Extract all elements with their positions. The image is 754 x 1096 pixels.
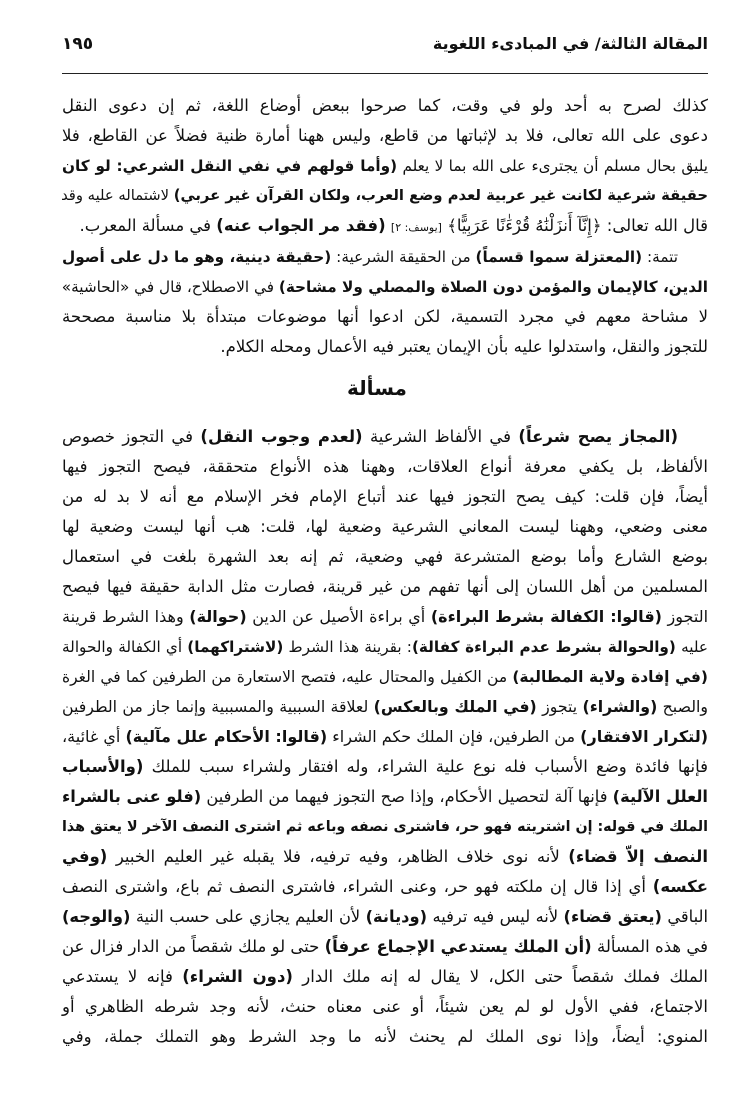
text-line [62, 272, 708, 302]
section-heading: مسألة [347, 376, 407, 400]
text-segment: أي براءة الأصيل عن الدين [246, 607, 431, 626]
text-segment: أي إذا قال إن ملكته فهو حر، وعنى الشراء، فاشترى النصف ثم باع، واشترى النصف [62, 877, 653, 896]
text-segment: المنوي: أيضاً، وإذا نوى الملك لم يحنث لأنه ما وجد الشرط وهو التملك جملة، وفي [62, 1027, 708, 1046]
text-segment: في مسألة المعرب. [79, 216, 217, 235]
text-segment: الاجتماع، ففي الأول لو لم يعن شيئاً، أو عنى معناه حنث، لأنه وجد شرطه الظاهري أو [62, 997, 708, 1016]
text-segment: من الحقيقة الشرعية: [331, 248, 476, 266]
text-line [62, 632, 708, 662]
text-line [62, 151, 708, 181]
text-segment: عليه [675, 638, 709, 656]
bold-text-segment: (حوالة) [189, 607, 247, 626]
text-segment: لا مشاحة معهم في مجرد التسمية، لكن ادعوا أنها موضوعات مبتدأة بلا مناسبة مصححة [62, 307, 708, 326]
running-header [62, 34, 708, 62]
bold-text-segment: (أن الملك يستدعي الإجماع عرفاً) [324, 937, 592, 956]
header-rule [62, 73, 708, 74]
bold-text-segment: النصف إلاّ قضاء) [568, 847, 708, 866]
text-segment: في هذه المسألة [591, 937, 708, 956]
citation-reference: [يوسف: ٢] [390, 221, 442, 234]
bold-text-segment: (قالوا: الكفالة بشرط البراءة) [430, 607, 662, 626]
text-segment: في التجوز خصوص [62, 427, 201, 446]
bold-text-segment: العلل الآلية) [612, 787, 708, 806]
text-segment: يليق بحال مسلم أن يجترىء على الله بما لا يعلم [397, 157, 708, 175]
bold-text-segment: (المعتزلة سموا قسماً) [475, 248, 643, 266]
bold-text-segment: (قالوا: الأحكام علل مآلية) [125, 727, 328, 746]
text-segment: معنى وضعي، وههنا ليست المعاني الشرعية وضعية لها، قلت: هب أنها ليست وضعية لها [62, 517, 708, 536]
bold-text-segment: (لتكرار الافتقار) [580, 727, 709, 746]
bold-text-segment: (المجاز يصح شرعاً) [518, 427, 679, 446]
text-line [62, 872, 708, 902]
bold-text-segment: (والحوالة بشرط عدم البراءة كفالة) [411, 638, 676, 656]
text-line [62, 121, 708, 151]
bold-text-segment: الملك في قوله: إن اشتريته فهو حر، فاشترى نصفه وباعه ثم اشترى النصف الآخر لا يعتق هذا [62, 819, 708, 835]
text-line [62, 842, 708, 872]
bold-text-segment: حقيقة شرعية لكانت غير عربية لعدم وضع العرب، ولكان القرآن غير عربي) [173, 187, 708, 204]
text-segment: كذلك لصرح به أحد ولو في وقت، كما صرحوا ببعض أوضاع اللغة، ثم إن دعوى النقل [62, 96, 708, 115]
text-line [62, 662, 708, 692]
bold-text-segment: (والشراء) [582, 697, 658, 716]
text-segment: وهذا الشرط قرينة [62, 607, 190, 626]
text-segment: فإنها آلة لتحصيل الأحكام، وإذا صح التجوز فيهما من الطرفين [201, 787, 613, 806]
text-line [62, 602, 708, 632]
bold-text-segment: (لعدم وجوب النقل) [200, 427, 363, 446]
text-segment: للتجوز والنقل، واستدلوا عليه بأن الإيمان يعتبر فيه الأعمال ومحله الكلام. [220, 337, 708, 356]
text-segment: لاشتماله عليه وقد [61, 187, 174, 204]
bold-text-segment: (يعتق قضاء) [563, 907, 662, 926]
text-line [62, 722, 708, 752]
text-segment: في الاصطلاح، قال في «الحاشية» [61, 278, 279, 296]
page-number: ١٩٥ [62, 34, 94, 54]
text-line [62, 812, 708, 842]
bold-text-segment: (والأسباب [62, 757, 144, 776]
text-segment: من الطرفين، فإن الملك حكم الشراء [327, 727, 581, 746]
text-line [62, 242, 678, 272]
text-line [62, 452, 708, 482]
text-line [62, 752, 708, 782]
text-segment: أي الكفالة والحوالة [62, 638, 188, 656]
text-segment: التجوز [661, 607, 709, 626]
text-line [62, 512, 708, 542]
bold-text-segment: (لاشتراكهما) [187, 638, 284, 656]
text-segment: : بقرينة هذا الشرط [283, 638, 412, 656]
bold-text-segment: (وفي [62, 847, 108, 866]
text-segment: المسلمين من أهل اللسان إلى أنها تفهم من غير قرينة، فصارت مثل الدابة حقيقة فيها فيصح [62, 577, 708, 596]
text-segment: قال الله تعالى: ﴿إِنَّآ أَنزَلْنَٰهُ قُرْءَٰنًا عَرَبِيًّا﴾ [441, 216, 708, 235]
text-line [62, 302, 708, 332]
text-segment: دعوى على الله تعالى، فلا بد لإثباتها من قاطع، وليس ههنا أمارة ظنية فضلاً عن القاطع، فلا [62, 126, 708, 145]
text-segment: الباقي [661, 907, 708, 926]
text-segment: حتى لو ملك شقصاً من الدار فزال عن [62, 937, 325, 956]
text-segment: فإنها فائدة وضع الأسباب فله نوع علية الشراء، وله افتقار ولشراء سبب للملك [143, 757, 708, 776]
text-segment: فإنه لا يستدعي [62, 967, 183, 986]
text-segment: تتمة: [642, 248, 679, 266]
text-line [62, 992, 708, 1022]
text-segment: من الكفيل والمحتال عليه، فتصح الاستعارة من الطرفين كما في الغرة [62, 668, 513, 686]
text-segment: الملك فملك شقصاً حتى الكل، لا يقال له إنه ملك الدار [292, 967, 708, 986]
text-segment: أيضاً، فإن قلت: كيف يصح التجوز فيها عند أتباع الإمام فخر الإسلام مع أنه لا بد له من [62, 487, 708, 506]
bold-text-segment: عكسه) [652, 877, 708, 896]
text-segment: لأنه ليس فيه ترفيه [427, 907, 564, 926]
bold-text-segment: (دون الشراء) [182, 967, 293, 986]
text-segment: والصبح [657, 697, 709, 716]
text-segment: لعلاقة السببية والمسببية وإنما جاز من الطرفين [62, 697, 374, 716]
bold-text-segment: (وديانة) [365, 907, 428, 926]
bold-text-segment: الدين، كالإيمان والمؤمن دون الصلاة والمصلي ولا مشاحة) [278, 278, 708, 296]
chapter-title: المقالة الثالثة/ في المبادىء اللغوية [432, 34, 708, 53]
text-segment: أي غائية، [62, 727, 126, 746]
text-line [62, 962, 708, 992]
text-line [62, 91, 708, 121]
text-line [62, 572, 708, 602]
bold-text-segment: (حقيقة دينية، وهو ما دل على أصول [62, 248, 332, 266]
text-segment: لأن العليم يجازي على حسب النية [130, 907, 366, 926]
text-segment: يتجوز [536, 697, 583, 716]
text-line [62, 902, 708, 932]
text-line [62, 1022, 708, 1052]
text-line [62, 332, 708, 362]
bold-text-segment: (في الملك وبالعكس) [373, 697, 537, 716]
bold-text-segment: (وأما قولهم في نفي النقل الشرعي: لو كان [62, 157, 398, 175]
text-line [62, 932, 708, 962]
text-segment: الألفاظ، بل يكفي معرفة أنواع العلاقات، وههنا هذه الأنواع متحققة، فيصح التجوز فيها [62, 457, 708, 476]
text-line [62, 782, 708, 812]
text-segment: في الألفاظ الشرعية [362, 427, 519, 446]
text-line [62, 181, 708, 211]
bold-text-segment: (فقد مر الجواب عنه) [216, 216, 386, 235]
text-line [62, 211, 708, 241]
text-line [62, 542, 708, 572]
bold-text-segment: (في إفادة ولاية المطالبة) [512, 668, 708, 686]
text-line [62, 692, 708, 722]
bold-text-segment: (والوجه) [62, 907, 131, 926]
text-segment: بوضع الشارع وأما بوضع المتشرعة فهي وضعية، ثم إنه بعد الشهرة بلغت في استعمال [62, 547, 708, 566]
bold-text-segment: (فلو عنى بالشراء [62, 787, 202, 806]
text-line [62, 422, 678, 452]
text-segment: لأنه نوى خلاف الظاهر، وفيه ترفيه، فلا يقبله غير العليم الخبير [107, 847, 569, 866]
text-line [62, 482, 708, 512]
